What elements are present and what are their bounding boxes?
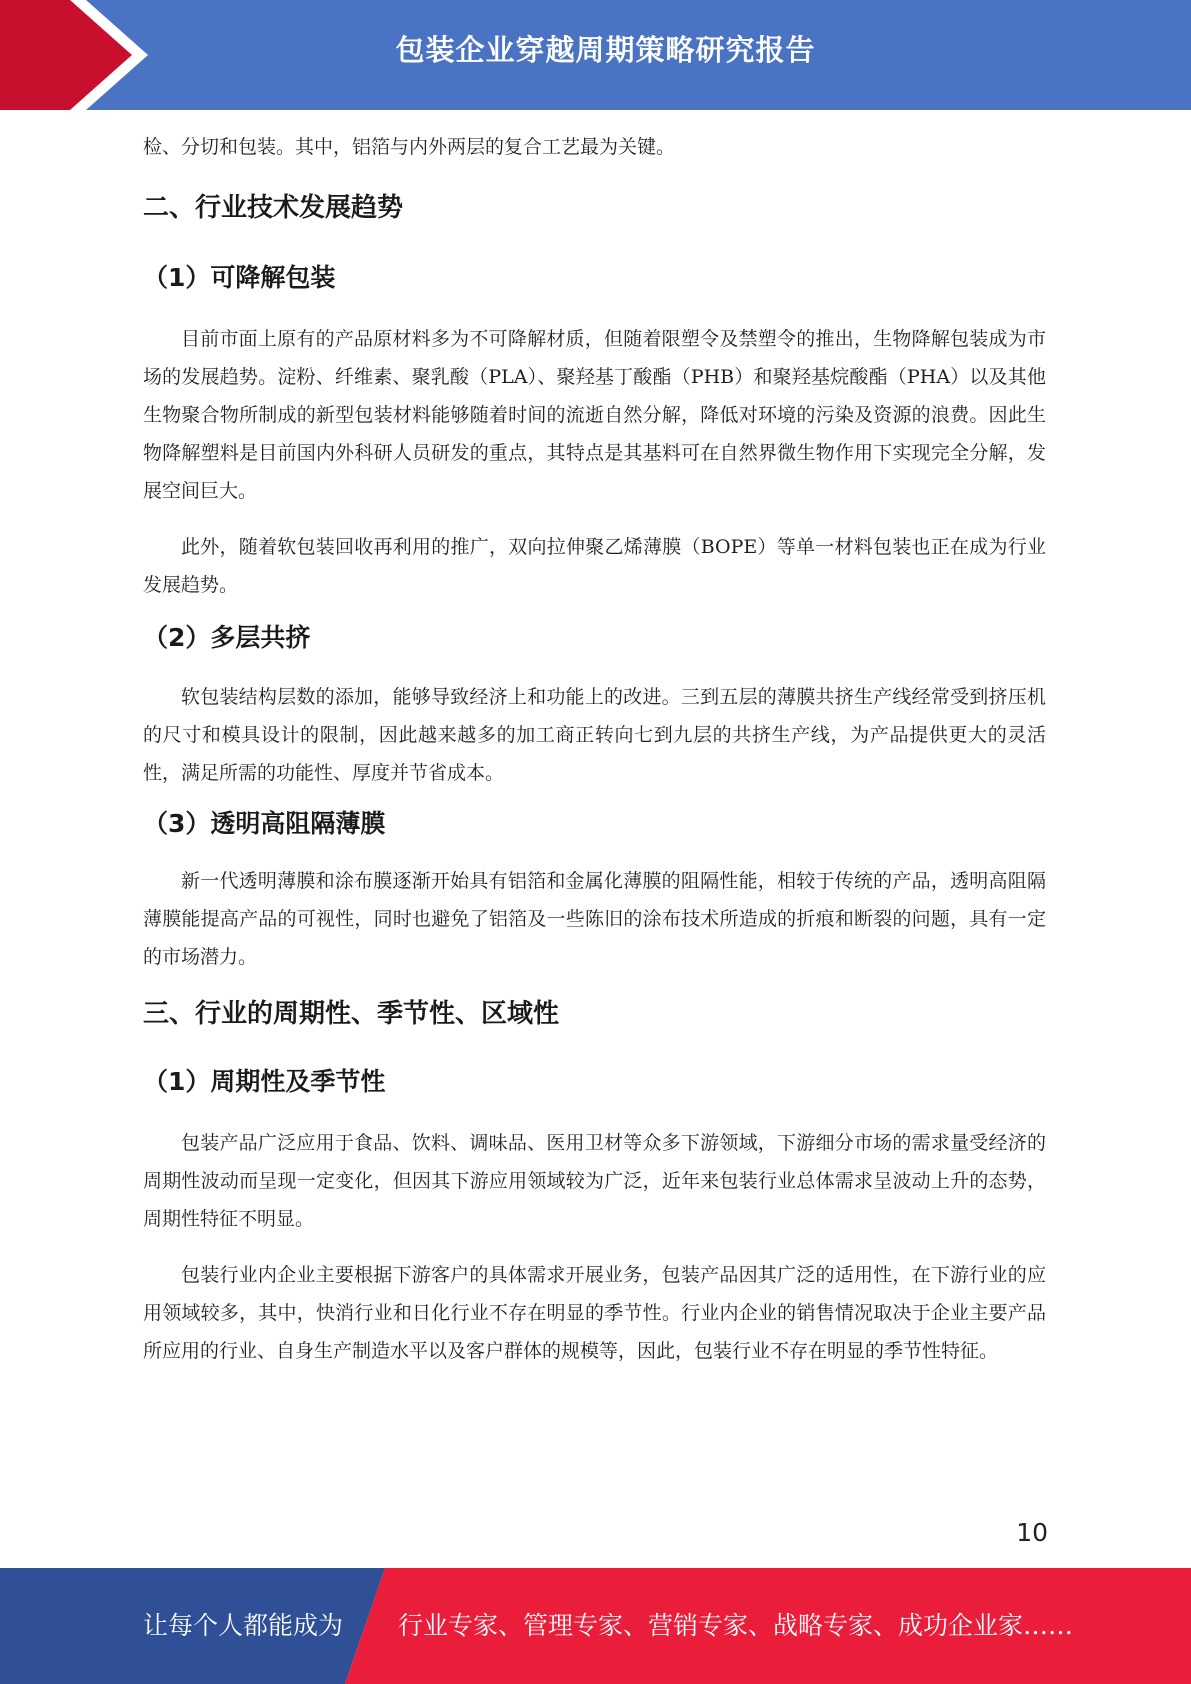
paragraph-continuation: 检、分切和包装。其中，铝箔与内外两层的复合工艺最为关键。 xyxy=(143,136,676,158)
paragraph-bope: 此外，随着软包装回收再利用的推广，双向拉伸聚乙烯薄膜（BOPE）等单一材料包装也正在成为行业发展趋势。 xyxy=(143,536,1046,596)
subsection-heading-barrier-film: （3）透明高阻隔薄膜 xyxy=(143,809,386,838)
paragraph-degradable: 目前市面上原有的产品原材料多为不可降解材质，但随着限塑令及禁塑令的推出，生物降解包装成为市场的发展趋势。淀粉、纤维素、聚乳酸（PLA）、聚羟基丁酸酯（PHB）和聚羟基烷酸酯（PHA）以及其他生物聚合物所制成的新型包装材料能够随着时间的流逝自然分解，降低对环境的污染及资源的浪费。因此生物降解塑料是目前国内外科研人员研发的重点，其特点是其基料可在自然界微生物作用下实现完全分解，发展空间巨大。 xyxy=(143,328,1046,502)
subsection-heading-coextrusion: （2）多层共挤 xyxy=(143,623,311,652)
paragraph-barrier-film: 新一代透明薄膜和涂布膜逐渐开始具有铝箔和金属化薄膜的阻隔性能，相较于传统的产品，透明高阻隔薄膜能提高产品的可视性，同时也避免了铝箔及一些陈旧的涂布技术所造成的折痕和断裂的问题，具有一定的市场潜力。 xyxy=(143,870,1046,968)
section-heading-two: 二、行业技术发展趋势 xyxy=(143,193,404,223)
paragraph-coextrusion: 软包装结构层数的添加，能够导致经济上和功能上的改进。三到五层的薄膜共挤生产线经常受到挤压机的尺寸和模具设计的限制，因此越来越多的加工商正转向七到九层的共挤生产线，为产品提供更大的灵活性，满足所需的功能性、厚度并节省成本。 xyxy=(143,686,1046,784)
page-footer xyxy=(0,1568,1191,1684)
paragraph-seasonality: 包装行业内企业主要根据下游客户的具体需求开展业务，包装产品因其广泛的适用性，在下游行业的应用领域较多，其中，快消行业和日化行业不存在明显的季节性。行业内企业的销售情况取决于企业主要产品所应用的行业、自身生产制造水平以及客户群体的规模等，因此，包装行业不存在明显的季节性特征。 xyxy=(143,1264,1046,1362)
subsection-heading-cyclicality: （1）周期性及季节性 xyxy=(143,1067,386,1096)
paragraph-cyclicality: 包装产品广泛应用于食品、饮料、调味品、医用卫材等众多下游领域，下游细分市场的需求量受经济的周期性波动而呈现一定变化，但因其下游应用领域较为广泛，近年来包装行业总体需求呈波动上升的态势，周期性特征不明显。 xyxy=(143,1132,1046,1230)
footer-slogan-right: 行业专家、管理专家、营销专家、战略专家、成功企业家…… xyxy=(398,1611,1074,1640)
subsection-heading-degradable: （1）可降解包装 xyxy=(143,263,336,292)
page-header xyxy=(0,0,1191,110)
section-heading-three: 三、行业的周期性、季节性、区域性 xyxy=(143,999,560,1029)
footer-slogan-left: 让每个人都能成为 xyxy=(143,1611,344,1640)
page-number: 10 xyxy=(1016,1518,1048,1547)
document-body xyxy=(143,128,1046,1370)
report-title: 包装企业穿越周期策略研究报告 xyxy=(395,33,816,67)
